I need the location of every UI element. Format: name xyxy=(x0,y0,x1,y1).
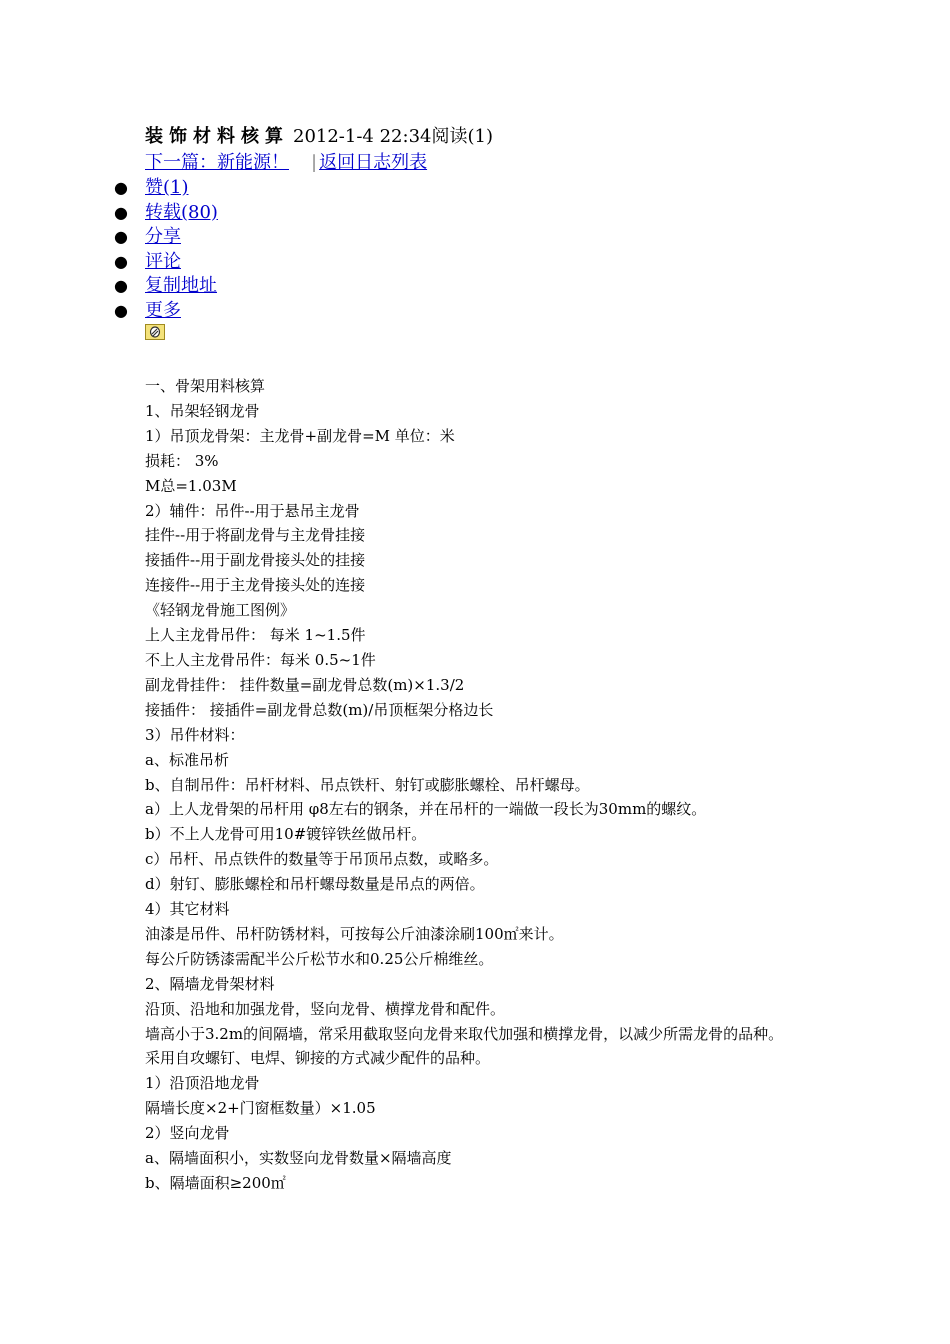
body-line: 1）吊顶龙骨架：主龙骨+副龙骨=M 单位：米 xyxy=(145,426,455,445)
body-line: a、标准吊析 xyxy=(145,750,229,769)
body-line: 4）其它材料 xyxy=(145,900,230,919)
comment-link[interactable]: 评论 xyxy=(145,250,181,272)
bullet-icon: ● xyxy=(114,276,128,296)
body-line: 一、骨架用料核算 xyxy=(145,377,266,395)
body-line: 隔墙长度×2+门窗框数量）×1.05 xyxy=(145,1099,376,1118)
body-line: b、隔墙面积≥200㎡ xyxy=(145,1174,286,1192)
body-line: M总=1.03M xyxy=(145,476,237,495)
body-line: b、自制吊件：吊杆材料、吊点铁杆、射钉或膨胀螺栓、吊杆螺母。 xyxy=(145,775,590,794)
read-count: 阅读(1) xyxy=(431,126,493,147)
body-line: 墙高小于3.2m的间隔墙，常采用截取竖向龙骨来取代加强和横撑龙骨，以减少所需龙骨的品种。 xyxy=(145,1024,784,1043)
body-line: a）上人龙骨架的吊杆用 φ8左右的钢条，并在吊杆的一端做一段长为30mm的螺纹。 xyxy=(145,800,707,819)
body-line: b）不上人龙骨可用10#镀锌铁丝做吊杆。 xyxy=(145,825,427,844)
body-line: 连接件--用于主龙骨接头处的连接 xyxy=(145,576,366,595)
body-line: 副龙骨挂件： 挂件数量=副龙骨总数(m)×1.3/2 xyxy=(145,675,465,694)
bullet-icon: ● xyxy=(114,227,128,247)
body-line: 2）竖向龙骨 xyxy=(145,1124,230,1143)
body-line: 接插件： 接插件=副龙骨总数(m)/吊顶框架分格边长 xyxy=(145,700,494,719)
body-line: 1、吊架轻钢龙骨 xyxy=(145,401,260,420)
body-line: 油漆是吊件、吊杆防锈材料，可按每公斤油漆涂刷100㎡来计。 xyxy=(145,924,564,943)
body-line: 1）沿顶沿地龙骨 xyxy=(145,1074,260,1093)
bullet-icon: ● xyxy=(114,178,128,197)
like-link[interactable]: 赞(1) xyxy=(145,177,189,198)
body-line: 2、隔墙龙骨架材料 xyxy=(145,974,275,993)
body-line: 接插件--用于副龙骨接头处的挂接 xyxy=(145,551,366,570)
bullet-icon: ● xyxy=(114,300,128,320)
share-link[interactable]: 分享 xyxy=(145,226,181,248)
back-to-list-link[interactable]: 返回日志列表 xyxy=(319,152,428,173)
nav-separator: | xyxy=(311,152,318,173)
bullet-icon: ● xyxy=(114,202,128,222)
share-widget-icon[interactable] xyxy=(145,324,165,340)
body-line: 《轻钢龙骨施工图例》 xyxy=(145,601,296,620)
body-line: c）吊杆、吊点铁件的数量等于吊顶吊点数，或略多。 xyxy=(145,850,499,869)
post-body xyxy=(145,374,815,1196)
body-line: 不上人主龙骨吊件：每米 0.5~1件 xyxy=(145,650,376,669)
more-link[interactable]: 更多 xyxy=(145,299,181,321)
body-line: 上人主龙骨吊件： 每米 1~1.5件 xyxy=(145,626,366,645)
next-post-link[interactable]: 下一篇：新能源！ xyxy=(145,152,289,173)
copy-address-link[interactable]: 复制地址 xyxy=(145,275,217,297)
body-line: 挂件--用于将副龙骨与主龙骨挂接 xyxy=(145,526,366,545)
body-line: 3）吊件材料： xyxy=(145,725,245,744)
post-header xyxy=(145,124,493,150)
bullet-icon: ● xyxy=(114,251,128,271)
body-line: 损耗： 3% xyxy=(145,451,219,470)
body-line: 每公斤防锈漆需配半公斤松节水和0.25公斤棉维丝。 xyxy=(145,949,494,968)
body-line: 沿顶、沿地和加强龙骨，竖向龙骨、横撑龙骨和配件。 xyxy=(145,999,506,1018)
body-line: 采用自攻螺钉、电焊、铆接的方式减少配件的品种。 xyxy=(145,1049,491,1068)
body-line: a、隔墙面积小，实数竖向龙骨数量×隔墙高度 xyxy=(145,1149,452,1168)
body-line: 2）辅件：吊件--用于悬吊主龙骨 xyxy=(145,501,360,520)
post-navigation xyxy=(145,150,427,176)
body-line: d）射钉、膨胀螺栓和吊杆螺母数量是吊点的两倍。 xyxy=(145,875,485,894)
repost-link[interactable]: 转载(80) xyxy=(145,201,218,223)
post-date: 2012-1-4 22:34 xyxy=(293,126,432,147)
post-title: 装饰材料核算 xyxy=(145,126,289,147)
